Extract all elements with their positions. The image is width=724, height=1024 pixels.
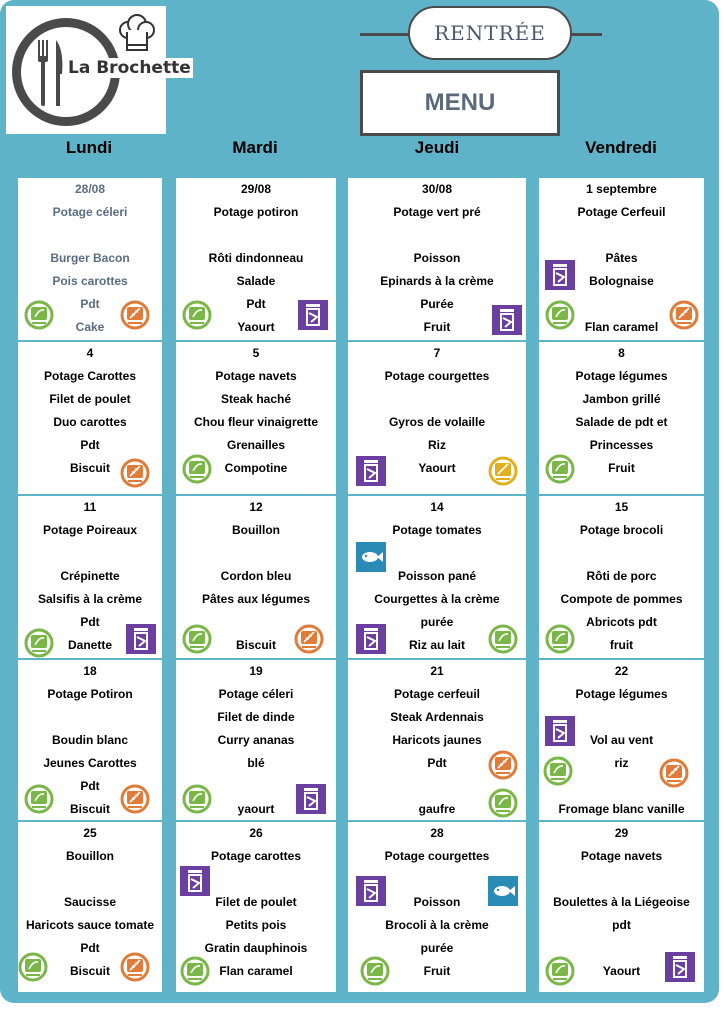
bio-badge-icon (182, 624, 212, 654)
bio-badge-icon (182, 300, 212, 330)
dairy-badge-icon (492, 305, 522, 335)
dish-line: Potage cerfeuil (393, 687, 481, 701)
dish-line: Potage Cerfeuil (577, 205, 666, 219)
dish-line: Boudin blanc (52, 733, 128, 747)
dish-line: Bolognaise (589, 274, 654, 288)
dish-line: Potage Poireaux (42, 523, 138, 537)
day-header-vendredi: Vendredi (585, 138, 657, 157)
dish-line: Potage légumes (575, 687, 668, 701)
cell-date: 19 (249, 664, 263, 678)
day-header-jeudi: Jeudi (414, 138, 460, 157)
cell-date: 4 (86, 346, 94, 360)
dish-line: Pâtes aux légumes (201, 592, 311, 606)
menu-cell-mardi (176, 822, 336, 992)
dish-line: Pdt (80, 438, 100, 452)
cell-date: 15 (614, 500, 629, 514)
dish-line: Crépinette (60, 569, 120, 583)
bio-badge-icon (545, 300, 575, 330)
dish-line: Potage Carottes (43, 369, 137, 383)
dish-line: Pdt (80, 779, 100, 793)
dish-line: Jambon grillé (582, 392, 661, 406)
dish-line: Yaourt (237, 320, 275, 334)
dish-line: Potage navets (580, 849, 663, 863)
dish-line: Potage courgettes (384, 849, 490, 863)
dish-line: Potage brocoli (579, 523, 664, 537)
cell-date: 30/08 (421, 182, 453, 196)
menu-cell-jeudi (348, 822, 526, 992)
day-header-mardi: Mardi (232, 138, 278, 157)
logo (6, 6, 191, 134)
dish-line: Boulettes à la Liégeoise (553, 895, 690, 909)
menu-cell-jeudi (348, 342, 526, 494)
dish-line: Pdt (427, 756, 447, 770)
dish-line: Potage potiron (213, 205, 299, 219)
cereal-badge-icon (294, 624, 324, 654)
dish-line: Pdt (246, 297, 266, 311)
cell-date: 25 (83, 826, 97, 840)
dish-line: Potage légumes (575, 369, 668, 383)
dish-line: Riz (428, 438, 446, 452)
fish-badge-icon (356, 542, 386, 572)
menu-cell-lundi (18, 822, 162, 992)
dish-line: Curry ananas (217, 733, 295, 747)
dish-line: Pdt (80, 615, 100, 629)
cell-date: 8 (618, 346, 625, 360)
dish-line: Brocoli à la crème (385, 918, 489, 932)
cell-date: 14 (430, 500, 444, 514)
dairy-badge-icon (296, 784, 326, 814)
dish-line: fruit (609, 638, 634, 652)
dish-line: Jeunes Carottes (43, 756, 137, 770)
bio-badge-icon (360, 956, 390, 986)
dish-line: Compotine (224, 461, 288, 475)
dish-line: pdt (612, 918, 631, 932)
dish-line: Vol au vent (589, 733, 654, 747)
menu-cell-vendredi (539, 822, 704, 992)
dish-line: Filet de poulet (49, 392, 131, 406)
bio-badge-icon (545, 624, 575, 654)
dish-line: Haricots sauce tomate (25, 918, 155, 932)
dish-line: Pdt (80, 297, 100, 311)
dish-line: Potage Potiron (47, 687, 133, 701)
dish-line: Cake (75, 320, 105, 334)
dish-line: purée (420, 615, 454, 629)
bio-badge-icon (488, 788, 518, 818)
dairy-badge-icon (126, 624, 156, 654)
dish-line: Potage courgettes (384, 369, 490, 383)
dish-line: Epinards à la crème (380, 274, 494, 288)
dish-line: Rôti de porc (586, 569, 657, 583)
dish-line: Filet de dinde (217, 710, 295, 724)
dish-line: Filet de poulet (215, 895, 297, 909)
dish-line: Princesses (589, 438, 654, 452)
dish-line: blé (247, 756, 265, 770)
dish-line: Yaourt (418, 461, 456, 475)
dairy-badge-icon (545, 260, 575, 290)
dish-line: Rôti dindonneau (208, 251, 304, 265)
dish-line: Flan caramel (584, 320, 659, 334)
bio-badge-icon (543, 756, 573, 786)
dish-line: Poisson pané (397, 569, 477, 583)
dish-line: Potage céleri (218, 687, 294, 701)
cereal-badge-icon (659, 758, 689, 788)
menu-cell-vendredi (539, 496, 704, 658)
dish-line: Abricots pdt (586, 615, 657, 629)
dish-line: Salsifis à la crème (37, 592, 143, 606)
dish-line: Courgettes à la crème (374, 592, 500, 606)
cell-date: 26 (249, 826, 263, 840)
dairy-badge-icon (180, 866, 210, 896)
cell-date: 18 (83, 664, 97, 678)
menu-cell-jeudi (348, 496, 526, 658)
menu-cell-vendredi (539, 178, 704, 340)
cell-date: 1 septembre (586, 182, 657, 196)
bio-badge-icon (24, 628, 54, 658)
dish-line: Compote de pommes (560, 592, 683, 606)
dish-line: Potage céleri (52, 205, 128, 219)
cell-date: 21 (430, 664, 444, 678)
cell-date: 22 (614, 664, 629, 678)
dish-line: Purée (420, 297, 454, 311)
dish-line: Chou fleur vinaigrette (193, 415, 318, 429)
dish-line: Poisson (413, 251, 461, 265)
dish-line: riz (614, 756, 629, 770)
bio-badge-icon (545, 454, 575, 484)
fish-badge-icon (488, 876, 518, 906)
bio-badge-icon (24, 784, 54, 814)
dish-line: Fruit (423, 964, 451, 978)
cereal-badge-icon (120, 952, 150, 982)
dish-line: Pois carottes (52, 274, 128, 288)
dish-line: Potage carottes (210, 849, 302, 863)
dish-line: Potage tomates (392, 523, 482, 537)
dish-line: Fruit (608, 461, 635, 475)
dish-line: gaufre (418, 802, 456, 816)
dish-line: Pâtes (605, 251, 638, 265)
dairy-badge-icon (356, 876, 386, 906)
menu-cell-jeudi (348, 178, 526, 340)
bio-badge-icon (545, 956, 575, 986)
dish-line: Cordon bleu (220, 569, 292, 583)
menu-title: MENU (360, 70, 560, 136)
dish-line: Bouillon (66, 849, 114, 863)
menu-cell-mardi (176, 660, 336, 820)
cell-date: 12 (249, 500, 263, 514)
chef-hat-icon (118, 14, 156, 56)
dish-line: Gratin dauphinois (204, 941, 308, 955)
cereal-badge-icon (120, 300, 150, 330)
dish-line: Biscuit (235, 638, 276, 652)
bio-badge-icon (182, 454, 212, 484)
dish-line: Biscuit (69, 802, 110, 816)
bio-badge-icon (18, 952, 48, 982)
dish-line: Bouillon (232, 523, 280, 537)
bio-badge-icon (180, 956, 210, 986)
dish-line: Salade de pdt et (575, 415, 668, 429)
cell-date: 29/08 (240, 182, 272, 196)
dish-line: Grenailles (226, 438, 286, 452)
dish-line: Salade (236, 274, 276, 288)
dairy-badge-icon (356, 456, 386, 486)
menu-cell-lundi (18, 496, 162, 658)
menu-cell-mardi (176, 496, 336, 658)
dish-line: Poisson (413, 895, 461, 909)
dish-line: Pdt (80, 941, 100, 955)
dish-line: Riz au lait (408, 638, 465, 652)
cell-date: 11 (83, 500, 97, 514)
cereal-badge-icon (120, 784, 150, 814)
menu-cell-jeudi (348, 660, 526, 820)
menu-cell-lundi (18, 660, 162, 820)
dish-line: Potage navets (215, 369, 297, 383)
dish-line: Yaourt (602, 964, 641, 978)
menu-cell-mardi (176, 178, 336, 340)
dish-line: Steak haché (220, 392, 292, 406)
dairy-badge-icon (356, 624, 386, 654)
dish-line: Steak Ardennais (390, 710, 484, 724)
dish-line: Biscuit (69, 461, 110, 475)
menu-cell-lundi (18, 342, 162, 494)
menu-cell-vendredi (539, 660, 704, 820)
cereal-badge-icon (120, 458, 150, 488)
menu-cell-lundi (18, 178, 162, 340)
dairy-badge-icon (665, 952, 695, 982)
cell-date: 7 (433, 346, 441, 360)
rentree-label: RENTRÉE (408, 6, 572, 60)
bio-badge-icon (182, 784, 212, 814)
menu-cell-mardi (176, 342, 336, 494)
menu-cell-vendredi (539, 342, 704, 494)
dish-line: Saucisse (63, 895, 117, 909)
day-header-lundi: Lundi (65, 138, 113, 157)
dish-line: Fruit (423, 320, 451, 334)
dish-line: Duo carottes (53, 415, 127, 429)
bio-badge-icon (24, 300, 54, 330)
dish-line: Haricots jaunes (392, 733, 482, 747)
cell-date: 28/08 (74, 182, 106, 196)
fork-knife-icon (36, 40, 66, 106)
dish-line: Flan caramel (219, 964, 293, 978)
dish-line: Biscuit (69, 964, 110, 978)
dish-line: yaourt (237, 802, 275, 816)
dish-line: Potage vert pré (393, 205, 481, 219)
cereal-badge-icon (488, 750, 518, 780)
cell-date: 29 (614, 826, 629, 840)
cell-date: 28 (430, 826, 444, 840)
dairy-badge-icon (545, 716, 575, 746)
dish-line: Fromage blanc vanille (558, 802, 685, 816)
dish-line: Danette (67, 638, 112, 652)
dairy-badge-icon (298, 300, 328, 330)
logo-name: La Brochette (68, 58, 191, 78)
dish-line: Burger Bacon (50, 251, 130, 265)
bio-badge-icon (488, 624, 518, 654)
dish-line: Gyros de volaille (388, 415, 486, 429)
cereal-badge-icon (669, 300, 699, 330)
local-badge-icon (488, 456, 518, 486)
dish-line: Petits pois (225, 918, 287, 932)
dish-line: purée (420, 941, 454, 955)
cell-date: 5 (252, 346, 260, 360)
